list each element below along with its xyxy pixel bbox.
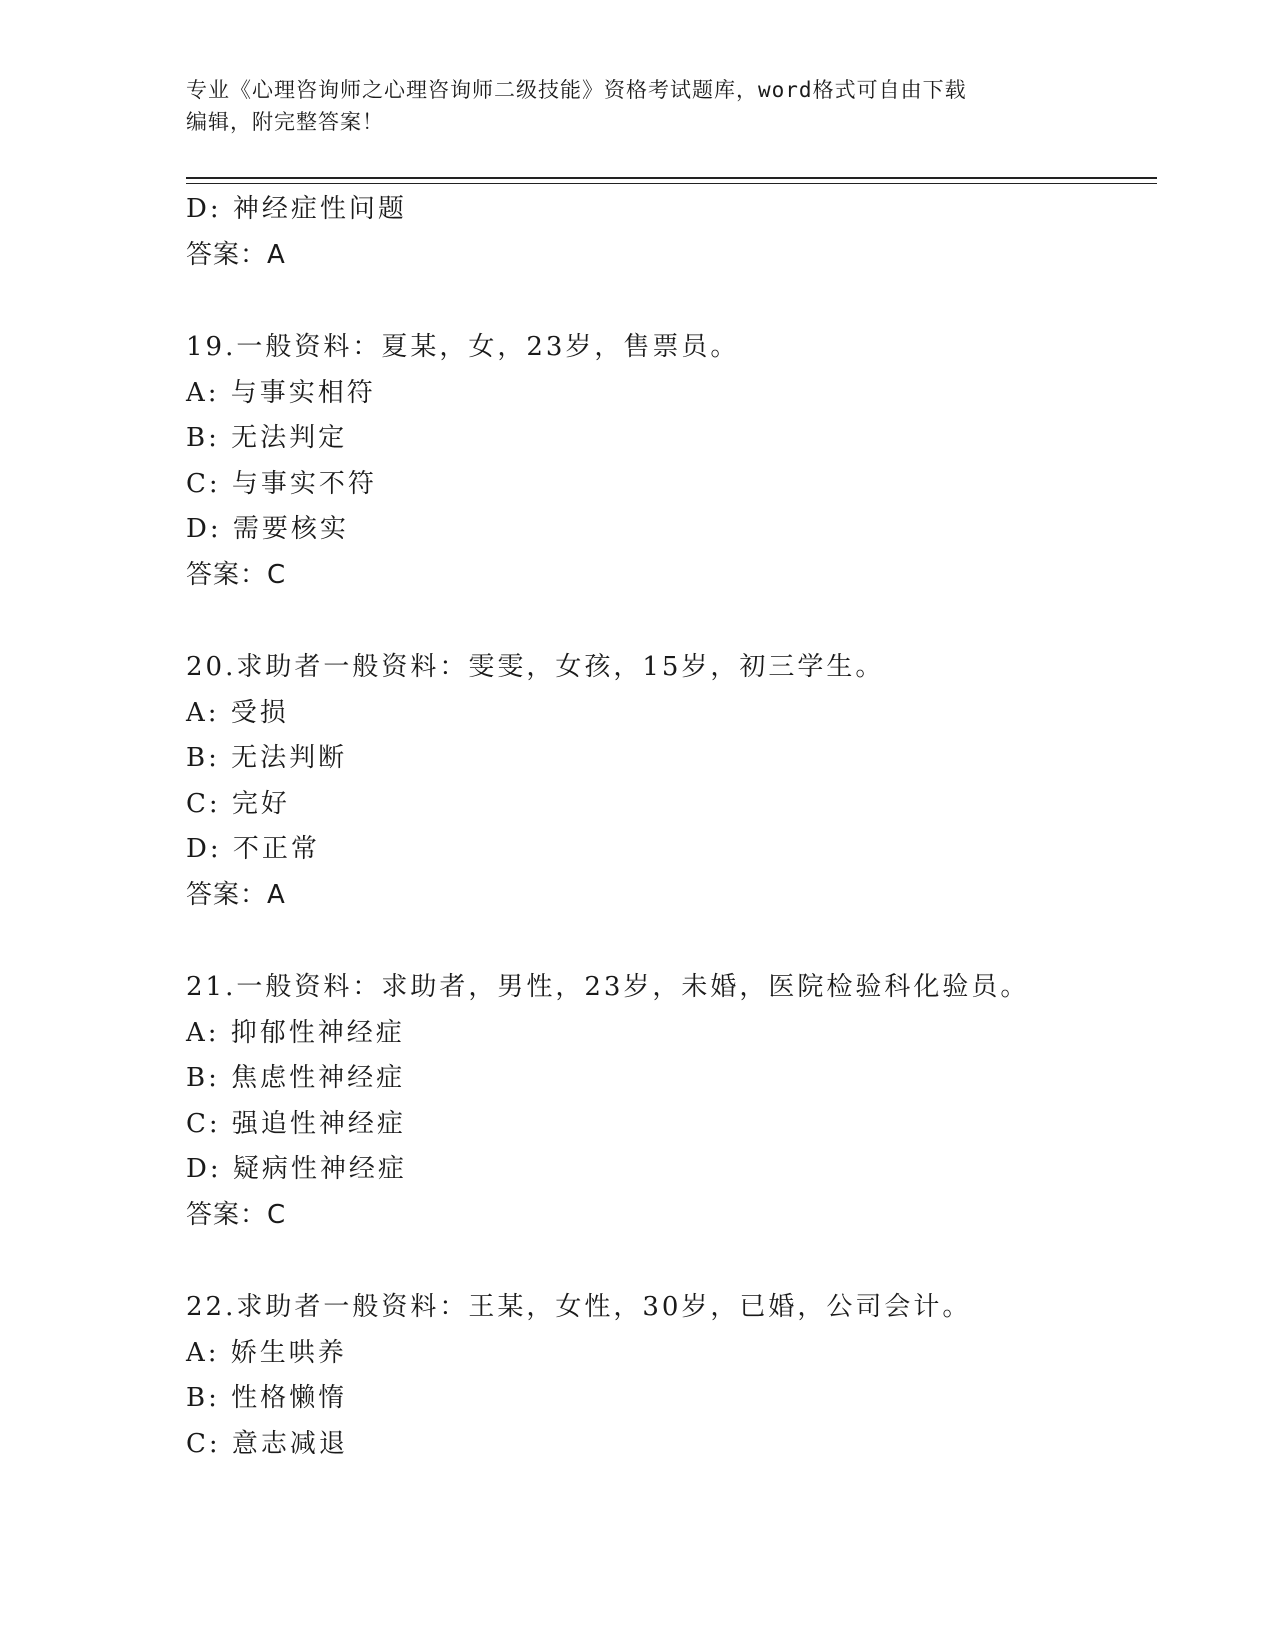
document-header: [186, 74, 1066, 138]
question-stem: 19.一般资料：夏某，女，23岁，售票员。: [186, 332, 740, 362]
option-a: A: 娇生哄养: [186, 1337, 347, 1368]
answer-line: 答案：A: [186, 239, 286, 270]
question-21: [186, 965, 1146, 1238]
question-20: [186, 645, 1146, 918]
header-line-1: 专业《心理咨询师之心理咨询师二级技能》资格考试题库，word格式可自由下载: [186, 78, 967, 102]
question-stem: 21.一般资料：求助者，男性，23岁，未婚，医院检验科化验员。: [186, 972, 1030, 1002]
question-19: [186, 325, 1146, 598]
option-c: C: 完好: [186, 788, 290, 819]
header-rule-thick: [186, 177, 1157, 179]
option-d: D: 不正常: [186, 834, 320, 864]
option-c: C: 强追性神经症: [186, 1108, 406, 1139]
question-22: [186, 1285, 1146, 1467]
option-b: B: 无法判定: [186, 423, 348, 453]
spacer: [186, 278, 1146, 325]
header-rule-thin: [186, 183, 1157, 184]
spacer: [186, 918, 1146, 965]
option-c: C: 意志减退: [186, 1428, 348, 1459]
option-a: A: 抑郁性神经症: [186, 1017, 405, 1048]
option-d: D: 神经症性问题: [186, 194, 407, 224]
option-a: A: 与事实相符: [186, 377, 376, 408]
question-list: [186, 187, 1146, 1467]
option-c: C: 与事实不符: [186, 468, 377, 499]
option-b: B: 无法判断: [186, 743, 348, 773]
answer-line: 答案：C: [186, 559, 287, 590]
header-line-2: 编辑，附完整答案！: [186, 110, 384, 134]
answer-line: 答案：A: [186, 879, 286, 910]
option-d: D: 需要核实: [186, 514, 349, 544]
answer-line: 答案：C: [186, 1199, 287, 1230]
spacer: [186, 1238, 1146, 1285]
option-a: A: 受损: [186, 697, 289, 728]
question-stem: 22.求助者一般资料：王某，女性，30岁，已婚，公司会计。: [186, 1292, 972, 1322]
spacer: [186, 598, 1146, 645]
option-b: B: 性格懒惰: [186, 1383, 348, 1413]
option-b: B: 焦虑性神经症: [186, 1063, 406, 1093]
question-stem: 20.求助者一般资料：雯雯，女孩，15岁，初三学生。: [186, 652, 885, 682]
option-d: D: 疑病性神经症: [186, 1154, 407, 1184]
